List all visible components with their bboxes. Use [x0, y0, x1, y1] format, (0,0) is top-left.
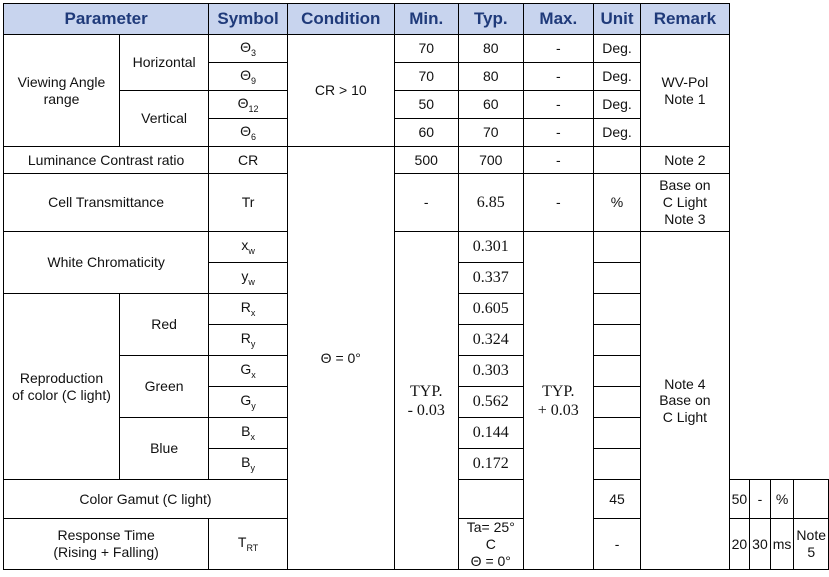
typ-cell: 0.337: [458, 263, 523, 294]
min-cell: 70: [394, 63, 458, 91]
max-cell: -: [523, 119, 593, 147]
header-condition: Condition: [287, 4, 394, 35]
contrast-remark: Note 2: [641, 147, 729, 174]
symbol-cell: $G_y$: [209, 387, 288, 418]
min-cell: 60: [394, 119, 458, 147]
chroma-remark: Note 4 Base on C Light: [641, 232, 729, 570]
typ-cell: 0.324: [458, 325, 523, 356]
chroma-condition: Θ = 0°: [287, 147, 394, 570]
typ-cell: 6.85: [458, 174, 523, 232]
symbol-cell: $\Theta_{12}$: [209, 91, 288, 119]
max-cell: -: [523, 35, 593, 63]
table-row: [4, 147, 829, 174]
optical-spec-table: [3, 3, 829, 570]
symbol-cell: $\Theta_6$: [209, 119, 288, 147]
max-cell: 30: [750, 519, 771, 570]
symbol-cell: $T_{RT}$: [209, 519, 288, 570]
unit-cell: [593, 356, 640, 387]
header-symbol: Symbol: [209, 4, 288, 35]
horizontal-label: Horizontal: [119, 35, 208, 91]
symbol-cell: $y_w$: [209, 263, 288, 294]
unit-cell: ms: [770, 519, 794, 570]
symbol-cell: $B_x$: [209, 418, 288, 449]
white-chromaticity-label: White Chromaticity: [4, 232, 209, 294]
chroma-min: TYP. - 0.03: [394, 232, 458, 570]
min-cell: 50: [394, 91, 458, 119]
viewing-condition: CR > 10: [287, 35, 394, 147]
typ-cell: 70: [458, 119, 523, 147]
typ-cell: 0.605: [458, 294, 523, 325]
typ-cell: 0.144: [458, 418, 523, 449]
min-cell: -: [593, 519, 640, 570]
typ-cell: 50: [729, 480, 750, 519]
gamut-remark: [794, 480, 829, 519]
header-typ: Typ.: [458, 4, 523, 35]
symbol-cell: $B_y$: [209, 449, 288, 480]
typ-cell: 0.303: [458, 356, 523, 387]
color-blue-label: Blue: [119, 418, 208, 480]
contrast-label: Luminance Contrast ratio: [4, 147, 209, 174]
table-row: [4, 35, 829, 63]
unit-cell: %: [770, 480, 794, 519]
unit-cell: Deg.: [593, 91, 640, 119]
table-row: [4, 174, 829, 232]
header-row: [4, 4, 829, 35]
unit-cell: Deg.: [593, 119, 640, 147]
unit-cell: [593, 294, 640, 325]
transmittance-label: Cell Transmittance: [4, 174, 209, 232]
typ-cell: 700: [458, 147, 523, 174]
typ-cell: 80: [458, 35, 523, 63]
unit-cell: [593, 263, 640, 294]
viewing-angle-label: Viewing Angle range: [4, 35, 120, 147]
symbol-cell: $R_x$: [209, 294, 288, 325]
typ-cell: 20: [729, 519, 750, 570]
symbol-cell: $\Theta_9$: [209, 63, 288, 91]
vertical-label: Vertical: [119, 91, 208, 147]
gamut-label: Color Gamut (C light): [4, 480, 288, 519]
typ-cell: 0.301: [458, 232, 523, 263]
min-cell: 45: [593, 480, 640, 519]
unit-cell: [593, 325, 640, 356]
max-cell: -: [523, 63, 593, 91]
transmittance-remark: Base on C Light Note 3: [641, 174, 729, 232]
table-row: [4, 232, 829, 263]
unit-cell: [593, 387, 640, 418]
max-cell: -: [523, 147, 593, 174]
symbol-cell: $G_x$: [209, 356, 288, 387]
color-red-label: Red: [119, 294, 208, 356]
symbol-cell: $x_w$: [209, 232, 288, 263]
header-parameter: Parameter: [4, 4, 209, 35]
color-green-label: Green: [119, 356, 208, 418]
header-min: Min.: [394, 4, 458, 35]
chroma-max: TYP. + 0.03: [523, 232, 593, 570]
max-cell: -: [750, 480, 771, 519]
symbol-cell: CR: [209, 147, 288, 174]
min-cell: -: [394, 174, 458, 232]
header-max: Max.: [523, 4, 593, 35]
typ-cell: 60: [458, 91, 523, 119]
min-cell: 500: [394, 147, 458, 174]
gamut-condition: [458, 480, 523, 519]
response-condition: Ta= 25° C Θ = 0°: [458, 519, 523, 570]
reproduction-label: Reproduction of color (C light): [4, 294, 120, 480]
symbol-cell: Tr: [209, 174, 288, 232]
header-unit: Unit: [593, 4, 640, 35]
unit-cell: [593, 232, 640, 263]
max-cell: -: [523, 174, 593, 232]
max-cell: -: [523, 91, 593, 119]
typ-cell: 0.562: [458, 387, 523, 418]
viewing-remark: WV-Pol Note 1: [641, 35, 729, 147]
typ-cell: 0.172: [458, 449, 523, 480]
symbol-cell: $\Theta_3$: [209, 35, 288, 63]
unit-cell: %: [593, 174, 640, 232]
unit-cell: [593, 418, 640, 449]
response-remark: Note 5: [794, 519, 829, 570]
min-cell: 70: [394, 35, 458, 63]
header-remark: Remark: [641, 4, 729, 35]
unit-cell: Deg.: [593, 35, 640, 63]
unit-cell: [593, 449, 640, 480]
unit-cell: [593, 147, 640, 174]
symbol-cell: $R_y$: [209, 325, 288, 356]
unit-cell: Deg.: [593, 63, 640, 91]
typ-cell: 80: [458, 63, 523, 91]
response-label: Response Time (Rising + Falling): [4, 519, 209, 570]
